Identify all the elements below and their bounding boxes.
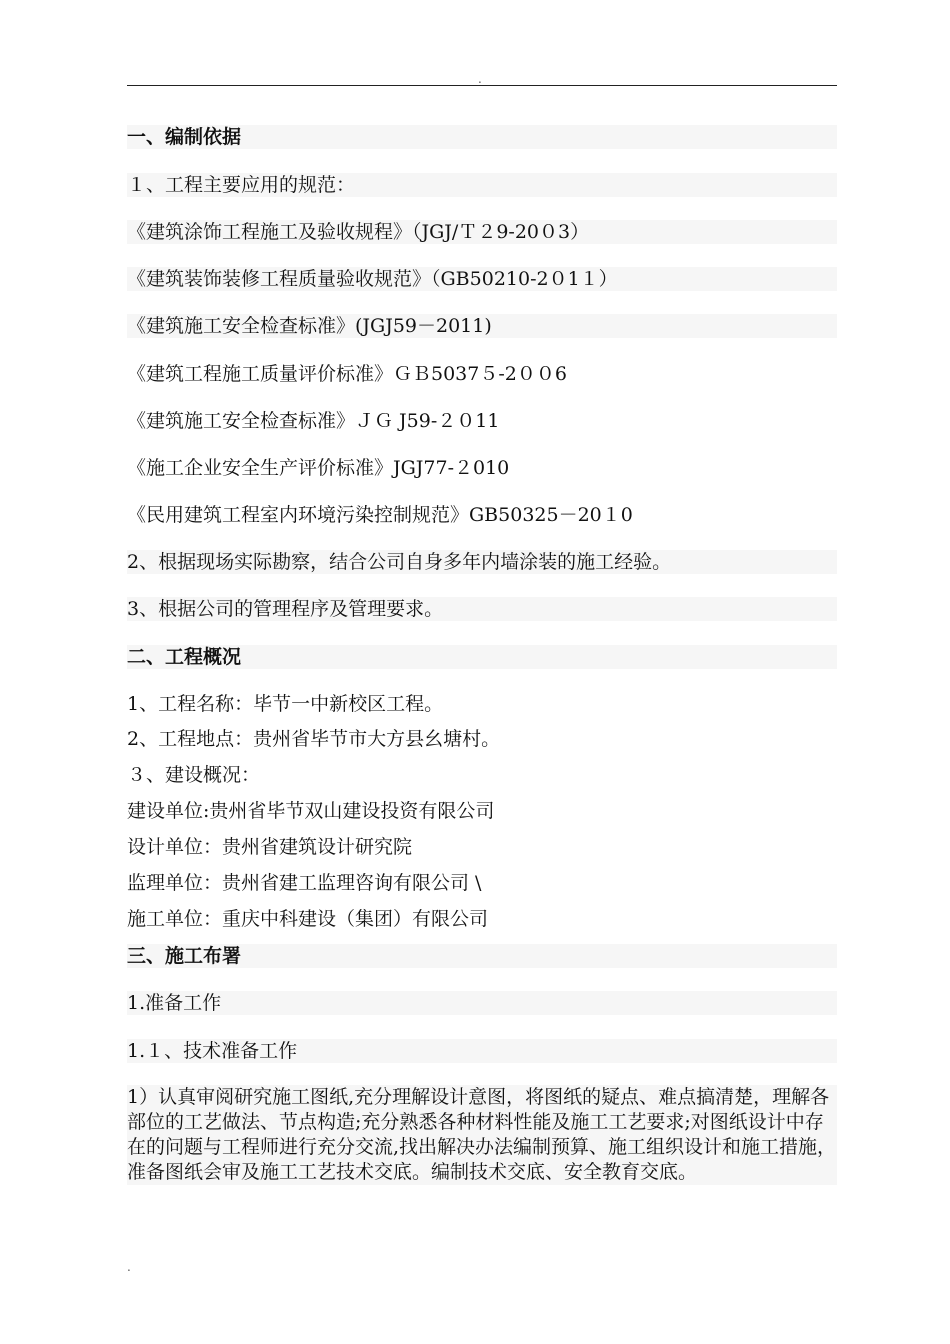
section-3-title: 三、施工布署 (127, 944, 837, 968)
section-1-item-2: 2、根据现场实际勘察，结合公司自身多年内墙涂装的施工经验。 (127, 550, 837, 574)
subsection-title: 1.１、技术准备工作 (127, 1039, 837, 1063)
project-overview: ３、建设概况： (127, 764, 261, 786)
project-location: 2、工程地点：贵州省毕节市大方县幺塘村。 (127, 728, 501, 750)
project-name: 1、工程名称：毕节一中新校区工程。 (127, 693, 444, 715)
footer-mark: . (127, 1260, 131, 1274)
section-1-item-3: 3、根据公司的管理程序及管理要求。 (127, 597, 837, 621)
spec-item: 《建筑工程施工质量评价标准》ＧＢ5037５-2００6 (127, 363, 567, 385)
header-rule (127, 85, 837, 86)
unit-line: 设计单位：贵州省建筑设计研究院 (127, 836, 413, 858)
spec-item: 《建筑施工安全检查标准》ＪＧ J59-２０11 (127, 410, 500, 432)
unit-line: 建设单位:贵州省毕节双山建设投资有限公司 (127, 800, 495, 822)
section-1-title: 一、编制依据 (127, 125, 837, 149)
spec-item: 《施工企业安全生产评价标准》JGJ77-２010 (127, 457, 510, 479)
spec-item: 《建筑施工安全检查标准》(JGJ59－2011) (127, 314, 837, 338)
section-2-title: 二、工程概况 (127, 645, 837, 669)
unit-line: 监理单位：贵州省建工监理咨询有限公司 \ (127, 872, 482, 894)
section-1-item-1: １、工程主要应用的规范： (127, 173, 837, 197)
spec-item: 《民用建筑工程室内环境污染控制规范》GB50325－20１0 (127, 504, 633, 526)
technical-prep-paragraph: 1）认真审阅研究施工图纸,充分理解设计意图，将图纸的疑点、难点搞清楚，理解各部位的工艺做法、节点构造;充分熟悉各种材料性能及施工工艺要求;对图纸设计中存在的问题与工程师进行充分交流,找出解决办法编制预算、施工组织设计和施工措施，准备图纸会审及施工工艺技术交底。编制技术交底、安全教育交底。 (127, 1086, 837, 1183)
subsection-title: 1.准备工作 (127, 991, 837, 1015)
spec-item: 《建筑装饰装修工程质量验收规范》（GB50210-2０1１） (127, 267, 837, 291)
unit-line: 施工单位：重庆中科建设（集团）有限公司 (127, 908, 489, 930)
header-mark: . (478, 72, 482, 86)
spec-item: 《建筑涂饰工程施工及验收规程》（JGJ/Ｔ２9-20０3） (127, 220, 837, 244)
